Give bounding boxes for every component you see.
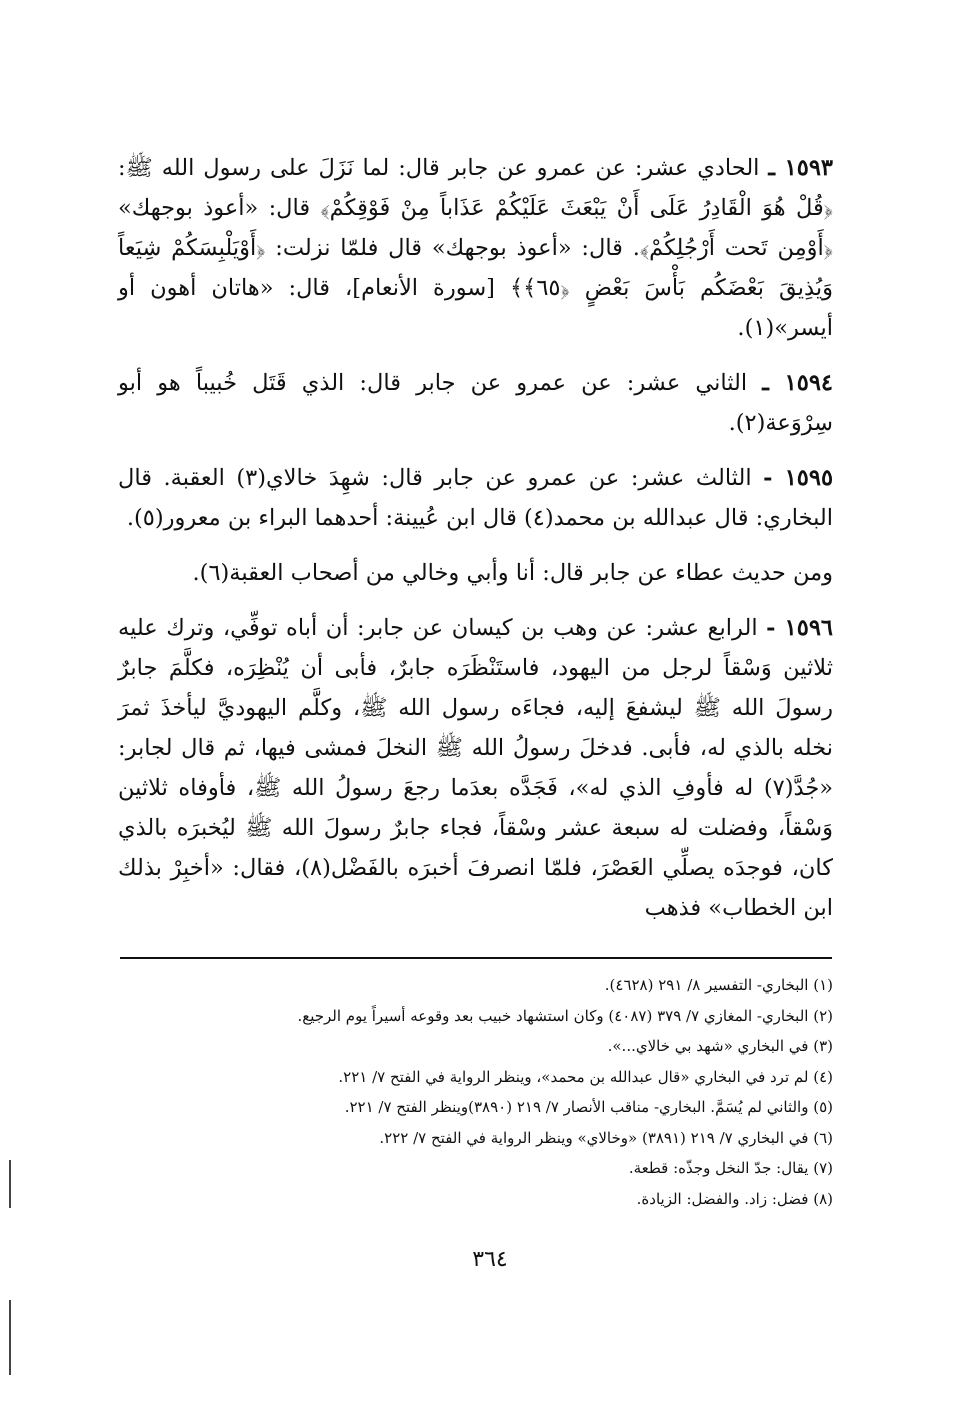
hadith-text: الرابع عشر: عن وهب بن كيسان عن جابر: أن أباه توفِّي، وترك عليه ثلاثين وَسْقاً لرجل من اليهود، فاستَنْظَرَه جابرٌ، فأبى أن يُنْظِرَه، فكلَّمَ جابرٌ رسولَ الله ﷺ ليشفعَ إليه، فجاءَه رسول الله ﷺ، وكلَّم اليهوديَّ ليأخذَ ثمرَ نخله بالذي له، فأبى. فدخلَ رسولُ الله ﷺ النخلَ فمشى فيها، ثم قال لجابر: «جُدَّ(٧) له فأوفِ الذي له»، فَجَدَّه بعدَما رجعَ رسولُ الله ﷺ، فأوفاه ثلاثين وَسْقاً، وفضلت له سبعة عشر وسْقاً، فجاء جابرٌ رسولَ الله ﷺ ليُخبرَه بالذي كان، فوجدَه يصلِّي العَصْرَ، فلمّا انصرفَ أخبرَه بالفَضْل(٨)، فقال: «أخبِرْ بذلك ابن الخطاب» فذهب <box>118 615 833 921</box>
scan-artifact-line <box>9 1160 11 1208</box>
hadith-1593 <box>118 148 833 348</box>
footnote: (٥) والثاني لم يُسَمَّ. البخاري- مناقب الأنصار ٧/ ٢١٩ (٣٨٩٠)وينظر الفتح ٧/ ٢٢١. <box>344 1098 833 1116</box>
footnote: (٤) لم ترد في البخاري «قال عبدالله بن محمد»، وينظر الرواية في الفتح ٧/ ٢٢١. <box>338 1067 833 1086</box>
footnote: (٧) يقال: جدّ النخل وجذّه: قطعة. <box>628 1159 833 1177</box>
hadith-number: ١٥٩٤ ـ <box>762 370 834 396</box>
footnote: (١) البخاري- التفسير ٨/ ٢٩١ (٤٦٢٨). <box>604 976 833 994</box>
footnote: (٢) البخاري- المغازي ٧/ ٣٧٩ (٤٠٨٧) وكان استشهاد خبيب بعد وقوعه أسيراً يوم الرجيع. <box>297 1006 833 1025</box>
footnote: (٦) في البخاري ٧/ ٢١٩ (٣٨٩١) «وخالاي» وينظر الرواية في الفتح ٧/ ٢٢٢. <box>379 1128 833 1147</box>
hadith-text: ومن حديث عطاء عن جابر قال: أنا وأبي وخالي من أصحاب العقبة(٦). <box>192 560 833 586</box>
main-text <box>118 148 833 943</box>
hadith-number: ١٥٩٥ - <box>763 465 834 491</box>
hadith-number: ١٥٩٦ - <box>766 615 834 641</box>
footnotes <box>118 970 833 1214</box>
hadith-1595 <box>118 458 833 538</box>
hadith-1596 <box>118 608 833 928</box>
page-number: ٣٦٤ <box>472 1247 508 1272</box>
hadith-text: الثاني عشر: عن عمرو عن جابر قال: الذي قَتَل خُبيباً هو أبو سِرْوَعة(٢). <box>118 370 833 436</box>
hadith-text: الثالث عشر: عن عمرو عن جابر قال: شهِدَ خالاي(٣) العقبة. قال البخاري: قال عبدالله بن محمد(٤) قال ابن عُيينة: أحدهما البراء بن معرور(٥). <box>118 465 833 531</box>
footnote: (٨) فضل: زاد. والفضل: الزيادة. <box>636 1189 833 1208</box>
hadith-number: ١٥٩٣ ـ <box>768 155 833 181</box>
hadith-1594 <box>118 363 833 443</box>
hadith-1595-continuation <box>118 553 833 593</box>
hadith-text: الحادي عشر: عن عمرو عن جابر قال: لما نَزَلَ على رسول الله ﷺ: ﴿قُلْ هُوَ الْقَادِرُ عَلَى أَنْ يَبْعَثَ عَلَيْكُمْ عَذَاباً مِنْ فَوْقِكُمْ﴾ قال: «أعوذ بوجهك» ﴿أَوْمِن تَحت أَرْجُلِكُمْ﴾. قال: «أعوذ بوجهك» قال فلمّا نزلت: ﴿أَوْيَلْبِسَكُمْ شِيَعاً وَيُذِيقَ بَعْضَكُم بَأْسَ بَعْضٍ ﴿٦٥﴾﴾ [سورة الأنعام]، قال: «هاتان أهون أو أيسر»(١). <box>118 155 833 341</box>
footnote-separator <box>120 957 832 959</box>
scan-artifact-line <box>9 1300 11 1375</box>
footnote: (٣) في البخاري «شهد بي خالاي...». <box>607 1037 833 1055</box>
